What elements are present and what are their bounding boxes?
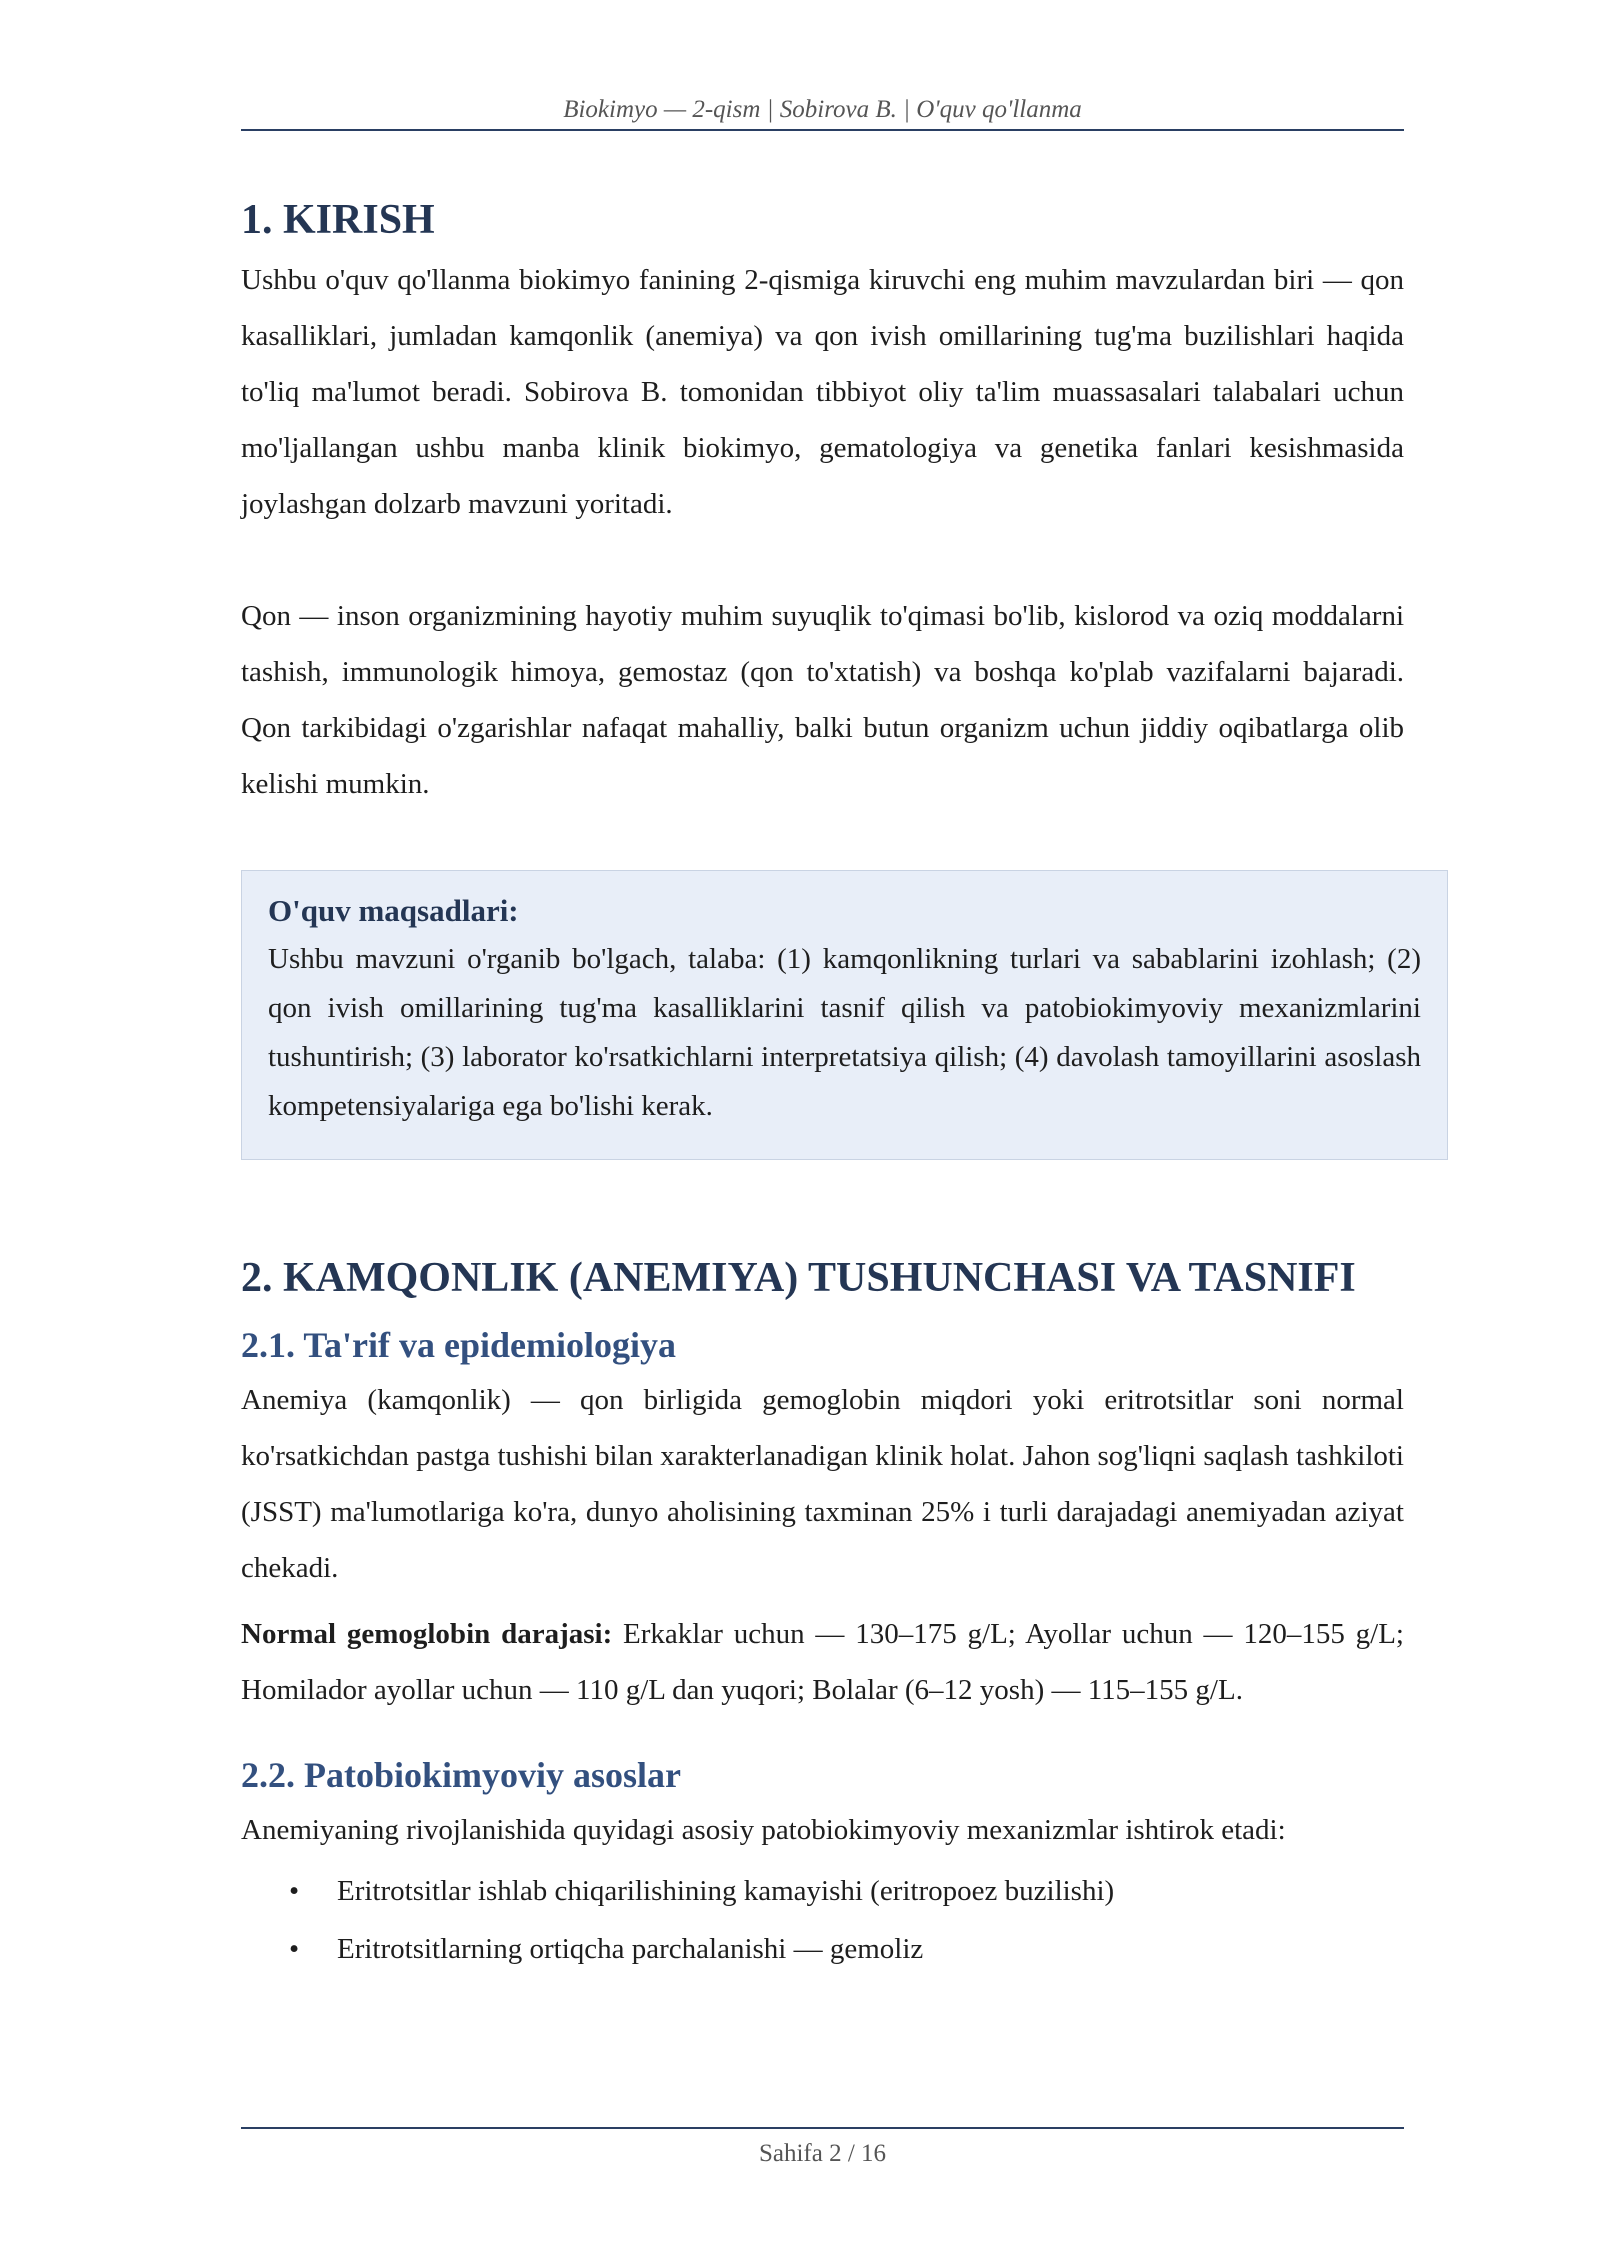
mechanism-list [241,1862,1404,1978]
list-item [241,1862,1404,1920]
subsection-2-2-title: 2.2. Patobiokimyoviy asoslar [241,1755,682,1795]
list-item-text: Eritrotsitlarning ortiqcha parchalanishi — gemoliz [337,1933,924,1965]
section-2-title: 2. KAMQONLIK (ANEMIYA) TUSHUNCHASI VA TASNIFI [241,1255,1356,1301]
page-content [241,190,1421,1978]
section-1-paragraph-2: Qon — inson organizmining hayotiy muhim suyuqlik to'qimasi bo'lib, kislorod va oziq moddalarni tashish, immunologik himoya, gemostaz (qon to'xtatish) va boshqa ko'plab vazifalarni bajaradi. Qon tarkibidagi o'zgarishlar nafaqat mahalliy, balki butun organizm uchun jiddiy oqibatlarga olib kelishi mumkin. [241,600,1404,800]
section-1-title: 1. KIRISH [241,197,435,243]
objectives-title: O'quv maqsadlari: [268,893,519,928]
list-item [241,1920,1404,1978]
learning-objectives-box [241,870,1448,1160]
bullet-icon: • [289,1933,300,1965]
objectives-text: Ushbu mavzuni o'rganib bo'lgach, talaba: (1) kamqonlikning turlari va sabablarini izohlash; (2) qon ivish omillarining tug'ma kasalliklarini tasnif qilish va patobiokimyoviy mexanizmlarini tushuntirish; (3) laborator ko'rsatkichlarni interpretatsiya qilish; (4) davolash tamoyillarini asoslash kompetensiyalariga ega bo'lishi kerak. [268,943,1421,1122]
running-header: Biokimyo — 2-qism | Sobirova B. | O'quv qo'llanma [563,96,1082,123]
subsection-2-1-title: 2.1. Ta'rif va epidemiologiya [241,1325,677,1365]
normal-hemoglobin-values: Erkaklar uchun — 130–175 g/L; Ayollar uchun — 120–155 g/L; Homilador ayollar uchun — 110 g/L dan yuqori; Bolalar (6–12 yosh) — 115–155 g/L. [241,1618,1404,1706]
page-number: Sahifa 2 / 16 [758,2140,887,2167]
section-1-paragraph-1: Ushbu o'quv qo'llanma biokimyo fanining 2-qismiga kiruvchi eng muhim mavzulardan biri — qon kasalliklari, jumladan kamqonlik (anemiya) va qon ivish omillarining tug'ma buzilishlari haqida to'liq ma'lumot beradi. Sobirova B. tomonidan tibbiyot oliy ta'lim muassasalari talabalari uchun mo'ljallangan ushbu manba klinik biokimyo, gematologiya va genetika fanlari kesishmasida joylashgan dolzarb mavzuni yoritadi. [241,264,1404,520]
subsection-2-2-intro: Anemiyaning rivojlanishida quyidagi asosiy patobiokimyoviy mexanizmlar ishtirok etadi: [241,1814,1286,1846]
footer-divider [241,2127,1404,2129]
list-item-text: Eritrotsitlar ishlab chiqarilishining kamayishi (eritropoez buzilishi) [337,1875,1115,1907]
subsection-2-1-paragraph: Anemiya (kamqonlik) — qon birligida gemoglobin miqdori yoki eritrotsitlar soni normal ko'rsatkichdan pastga tushishi bilan xarakterlanadigan klinik holat. Jahon sog'liqni saqlash tashkiloti (JSST) ma'lumotlariga ko'ra, dunyo aholisining taxminan 25% i turli darajadagi anemiyadan aziyat chekadi. [241,1384,1404,1584]
normal-hemoglobin-paragraph [241,1606,1404,1718]
header-divider [241,129,1404,131]
normal-hemoglobin-label: Normal gemoglobin darajasi: [241,1618,613,1650]
bullet-icon: • [289,1875,300,1907]
